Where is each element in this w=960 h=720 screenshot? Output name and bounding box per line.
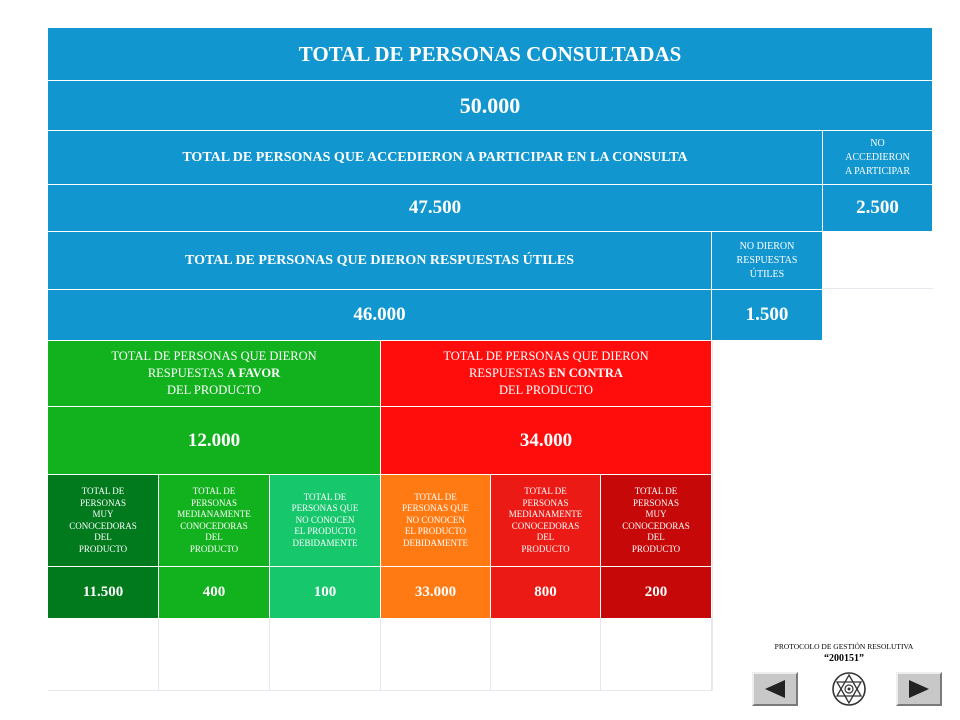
no-accedieron-label-cell <box>823 131 933 185</box>
breakdown-value-cell <box>601 567 712 619</box>
breakdown-label-cell <box>601 475 712 567</box>
accedieron-value-cell <box>48 185 823 232</box>
breakdown-value-cell <box>159 567 270 619</box>
breakdown-value-cell <box>48 567 159 619</box>
contra-label-cell <box>381 341 712 407</box>
breakdown-label-cell <box>270 475 381 567</box>
utiles-value: 46.000 <box>353 304 406 325</box>
no-utiles-label: NO DIERON RESPUESTAS ÚTILES <box>736 240 798 280</box>
accedieron-value: 47.500 <box>408 197 462 218</box>
breakdown-label-favor-no-conocen: TOTAL DE PERSONAS QUE NO CONOCEN EL PRODUCTO DEBIDAMENTE <box>291 491 359 548</box>
breakdown-value-cell <box>491 567 601 619</box>
breakdown-value-favor-no-conocen: 100 <box>313 584 337 600</box>
protocol-label <box>744 641 944 665</box>
blank-cell <box>159 619 270 691</box>
breakdown-value-favor-mediana: 400 <box>202 584 226 600</box>
breakdown-value-favor-muy: 11.500 <box>82 584 124 600</box>
blank-cell <box>491 619 601 691</box>
contra-value-cell <box>381 407 712 475</box>
accedieron-label-cell <box>48 131 823 185</box>
breakdown-value-contra-no-conocen: 33.000 <box>414 584 457 600</box>
utiles-value-cell <box>48 290 712 341</box>
grid-line <box>823 288 933 289</box>
breakdown-label-contra-no-conocen: TOTAL DE PERSONAS QUE NO CONOCEN EL PRODUCTO DEBIDAMENTE <box>402 491 469 548</box>
title-text: TOTAL DE PERSONAS CONSULTADAS <box>298 41 682 66</box>
favor-value: 12.000 <box>187 429 241 451</box>
breakdown-value-contra-mediana: 800 <box>534 584 557 600</box>
breakdown-label-contra-muy: TOTAL DE PERSONAS MUY CONOCEDORAS DEL PRODUCTO <box>622 486 690 554</box>
utiles-label: TOTAL DE PERSONAS QUE DIERON RESPUESTAS ÚTILES <box>185 252 574 268</box>
blank-cell <box>601 619 712 691</box>
total-cell <box>48 81 933 131</box>
favor-value-cell <box>48 407 381 475</box>
protocol-line1: PROTOCOLO DE GESTIÓN RESOLUTIVA <box>774 642 914 651</box>
blank-cell <box>381 619 491 691</box>
favor-label-cell <box>48 341 381 407</box>
breakdown-label-cell <box>48 475 159 567</box>
breakdown-label-cell <box>381 475 491 567</box>
right-arrow-icon <box>907 679 931 699</box>
title-cell <box>48 28 933 81</box>
blank-cell <box>270 619 381 691</box>
protocol-line2: “200151” <box>824 653 864 664</box>
no-utiles-value: 1.500 <box>745 304 789 325</box>
no-accedieron-value-cell <box>823 185 933 232</box>
blank-cell <box>48 619 159 691</box>
accedieron-label: TOTAL DE PERSONAS QUE ACCEDIERON A PARTICIPAR EN LA CONSULTA <box>182 149 688 165</box>
no-accedieron-value: 2.500 <box>856 197 899 218</box>
breakdown-label-favor-muy: TOTAL DE PERSONAS MUY CONOCEDORAS DEL PRODUCTO <box>69 486 137 554</box>
breakdown-label-cell <box>159 475 270 567</box>
no-utiles-value-cell <box>712 290 823 341</box>
next-button[interactable] <box>896 672 942 706</box>
breakdown-value-cell <box>381 567 491 619</box>
contra-value: 34.000 <box>519 429 573 451</box>
breakdown-label-favor-mediana: TOTAL DE PERSONAS MEDIANAMENTE CONOCEDORAS DEL PRODUCTO <box>177 486 251 554</box>
home-button[interactable] <box>830 670 868 708</box>
prev-button[interactable] <box>752 672 798 706</box>
contra-label: TOTAL DE PERSONAS QUE DIERON RESPUESTAS EN CONTRA DEL PRODUCTO <box>443 349 649 397</box>
breakdown-label-cell <box>491 475 601 567</box>
favor-label: TOTAL DE PERSONAS QUE DIERON RESPUESTAS A FAVOR DEL PRODUCTO <box>111 349 317 397</box>
breakdown-value-cell <box>270 567 381 619</box>
total-value: 50.000 <box>459 92 521 118</box>
breakdown-value-contra-muy: 200 <box>644 584 668 600</box>
breakdown-label-contra-mediana: TOTAL DE PERSONAS MEDIANAMENTE CONOCEDORAS DEL PRODUCTO <box>508 486 583 554</box>
no-utiles-label-cell <box>712 232 823 290</box>
compass-star-icon <box>831 671 867 707</box>
no-accedieron-label: NO ACCEDIERON A PARTICIPAR <box>844 137 911 177</box>
grid-line <box>712 341 713 691</box>
utiles-label-cell <box>48 232 712 290</box>
left-arrow-icon <box>763 679 787 699</box>
